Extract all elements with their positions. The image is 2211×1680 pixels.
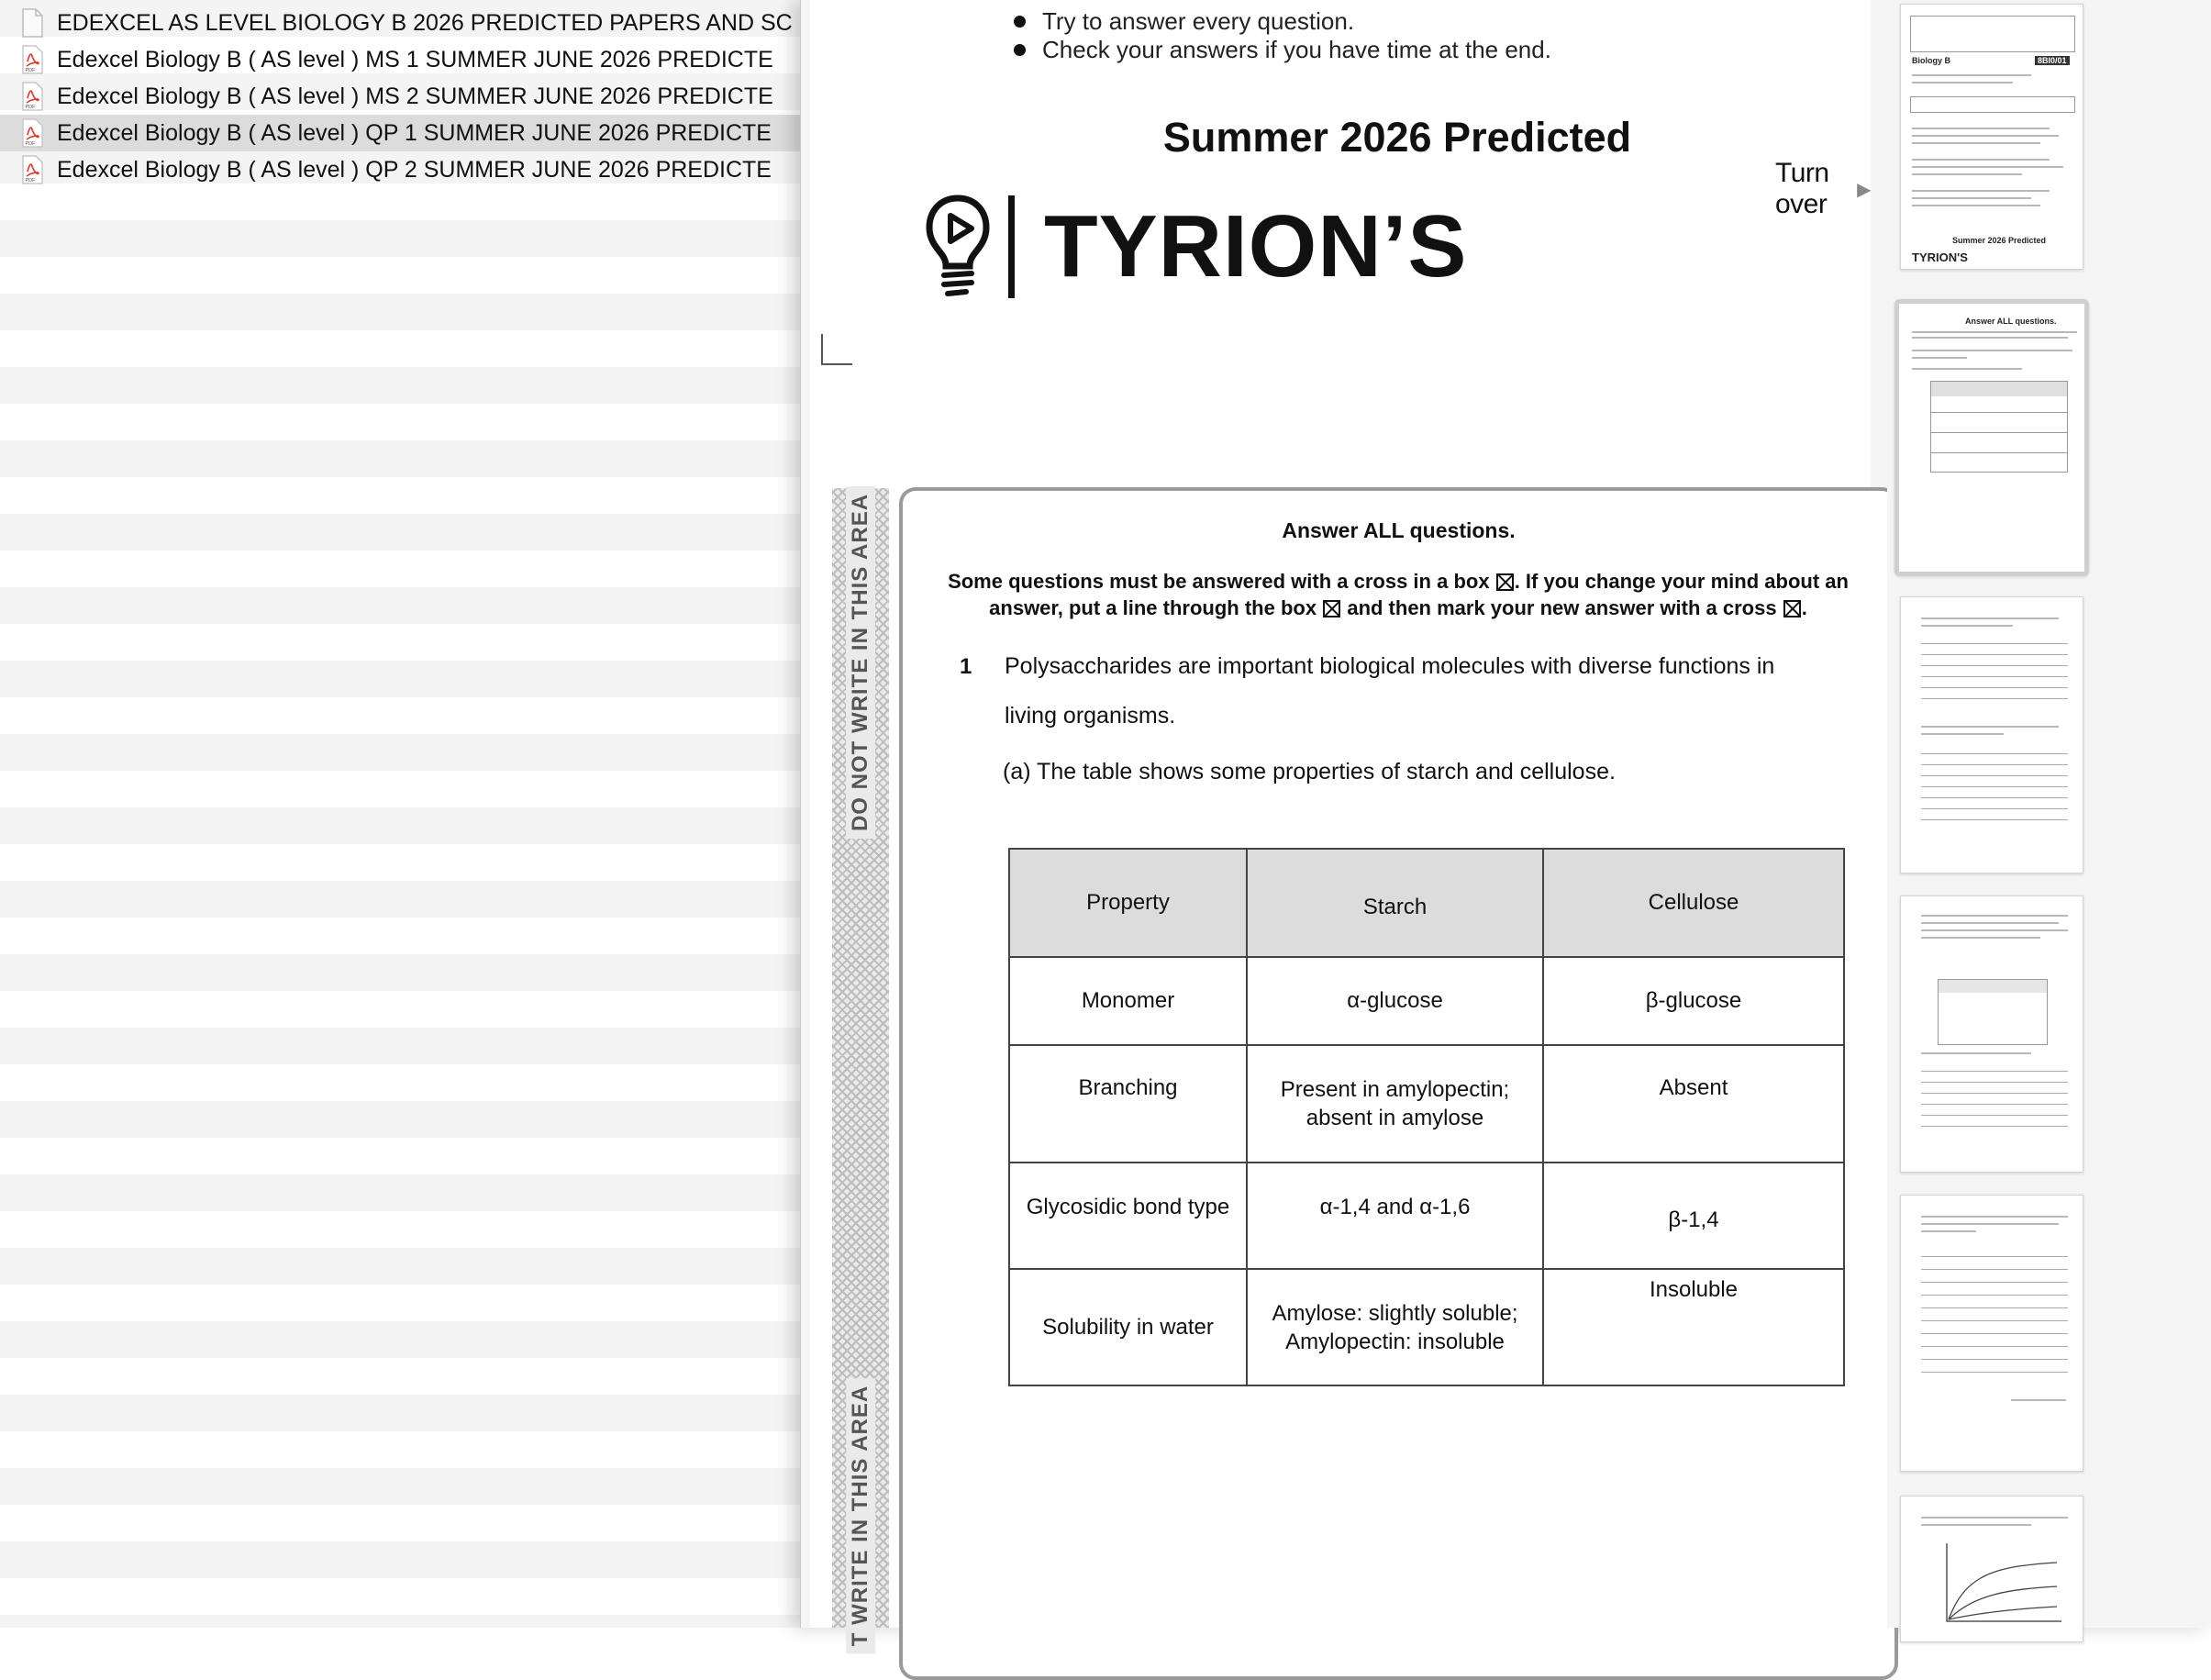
bullet-icon [1014,44,1026,56]
file-row-qp1[interactable] [0,115,806,151]
svg-text:PDF: PDF [25,105,36,110]
file-list [0,0,806,1628]
pdf-file-icon [20,82,44,111]
table-cell: α-1,4 and α-1,6 [1247,1163,1543,1269]
svg-text:PDF: PDF [25,178,36,184]
brand-name: TYRION’S [1044,197,1468,295]
thumb-answer-all: Answer ALL questions. [1965,317,2057,326]
table-cell: Branching [1009,1045,1247,1163]
thumb-graph [1938,1539,2066,1630]
table-header: Property [1009,849,1247,957]
file-name: Edexcel Biology B ( AS level ) MS 1 SUMMER JUNE 2026 PREDICTE [57,46,773,72]
table-row [1009,1269,1844,1385]
table-cell: Monomer [1009,957,1247,1045]
question-text: living organisms. [1005,703,1176,729]
brand-divider [1008,195,1015,298]
lightbulb-play-icon [926,193,990,301]
thumb-title: Summer 2026 Predicted [1952,236,2047,245]
properties-table [1008,848,1845,1386]
crop-mark [821,334,852,365]
instruction-item: Check your answers if you have time at the end. [1014,36,1551,64]
bullet-icon [1014,16,1026,28]
page-thumbnail-6[interactable] [1900,1496,2083,1642]
table-cell: Insoluble [1543,1269,1844,1385]
file-row-predicted-papers[interactable] [0,5,806,41]
margin-warning-text: DO NOT WRITE IN THIS AREA [846,486,875,839]
table-row [1009,957,1844,1045]
svg-text:PDF: PDF [25,141,36,147]
file-name: Edexcel Biology B ( AS level ) QP 1 SUMMER JUNE 2026 PREDICTE [57,119,772,146]
table-cell: α-glucose [1247,957,1543,1045]
pdf-page[interactable] [810,0,1871,1647]
brand-logo [926,193,1467,301]
file-row-ms2[interactable] [0,78,806,115]
page-thumbnail-2[interactable] [1894,299,2089,576]
page-thumbnail-1[interactable] [1900,4,2083,270]
instruction-item: Try to answer every question. [1014,7,1354,36]
table-cell: Absent [1543,1045,1844,1163]
triangle-right-icon: ▶ [1857,179,1871,200]
question-text: Polysaccharides are important biological molecules with diverse functions in [1005,653,1775,679]
margin-strip [832,488,889,1647]
file-row-ms1[interactable] [0,41,806,78]
table-row [1009,1163,1844,1269]
question-number: 1 [960,654,972,679]
crossed-box-icon [1496,573,1514,591]
table-header: Cellulose [1543,849,1844,957]
page-thumbnail-4[interactable] [1900,896,2083,1173]
table-cell: Amylose: slightly soluble; Amylopectin: insoluble [1247,1269,1543,1385]
file-row-qp2[interactable] [0,151,806,188]
page-thumbnail-5[interactable] [1900,1195,2083,1472]
table-cell: Glycosidic bond type [1009,1163,1247,1269]
predicted-title: Summer 2026 Predicted [1162,114,1632,161]
cross-instructions: Some questions must be answered with a cross in a box . If you change your mind about an answer, put a line through the box and then mark your new answer with a cross . [948,570,1849,619]
thumb-brand: TYRION'S [1912,250,1968,264]
svg-text:PDF: PDF [25,68,36,73]
page-thumbnail-3[interactable] [1900,596,2083,873]
crossed-box-icon [1783,600,1801,617]
question-panel [899,487,1898,1680]
table-cell: Present in amylopectin; absent in amylose [1247,1045,1543,1163]
question-part: (a) The table shows some properties of starch and cellulose. [1003,759,1616,784]
file-name: Edexcel Biology B ( AS level ) MS 2 SUMMER JUNE 2026 PREDICTE [57,83,773,109]
file-name: EDEXCEL AS LEVEL BIOLOGY B 2026 PREDICTED PAPERS AND SC [57,9,793,36]
margin-warning-text: T WRITE IN THIS AREA [846,1378,875,1653]
thumb-subject: Biology B [1912,56,1950,65]
crossed-box-icon [1323,600,1340,617]
turn-over-label: Turn over ▶ [1775,158,1871,219]
pdf-file-icon [20,155,44,184]
table-cell: β-1,4 [1543,1163,1844,1269]
pdf-preview-window[interactable] [800,0,2211,1647]
pdf-file-icon [20,45,44,74]
pdf-file-icon [20,118,44,148]
thumbnail-sidebar[interactable] [1887,0,2211,1628]
table-cell: Solubility in water [1009,1269,1247,1385]
file-name: Edexcel Biology B ( AS level ) QP 2 SUMMER JUNE 2026 PREDICTE [57,156,772,183]
table-row [1009,1045,1844,1163]
answer-all-heading: Answer ALL questions. [1282,518,1516,542]
thumb-code: 8BI0/01 [2035,56,2070,65]
table-cell: β-glucose [1543,957,1844,1045]
table-header: Starch [1247,849,1543,957]
generic-document-icon [20,8,44,38]
